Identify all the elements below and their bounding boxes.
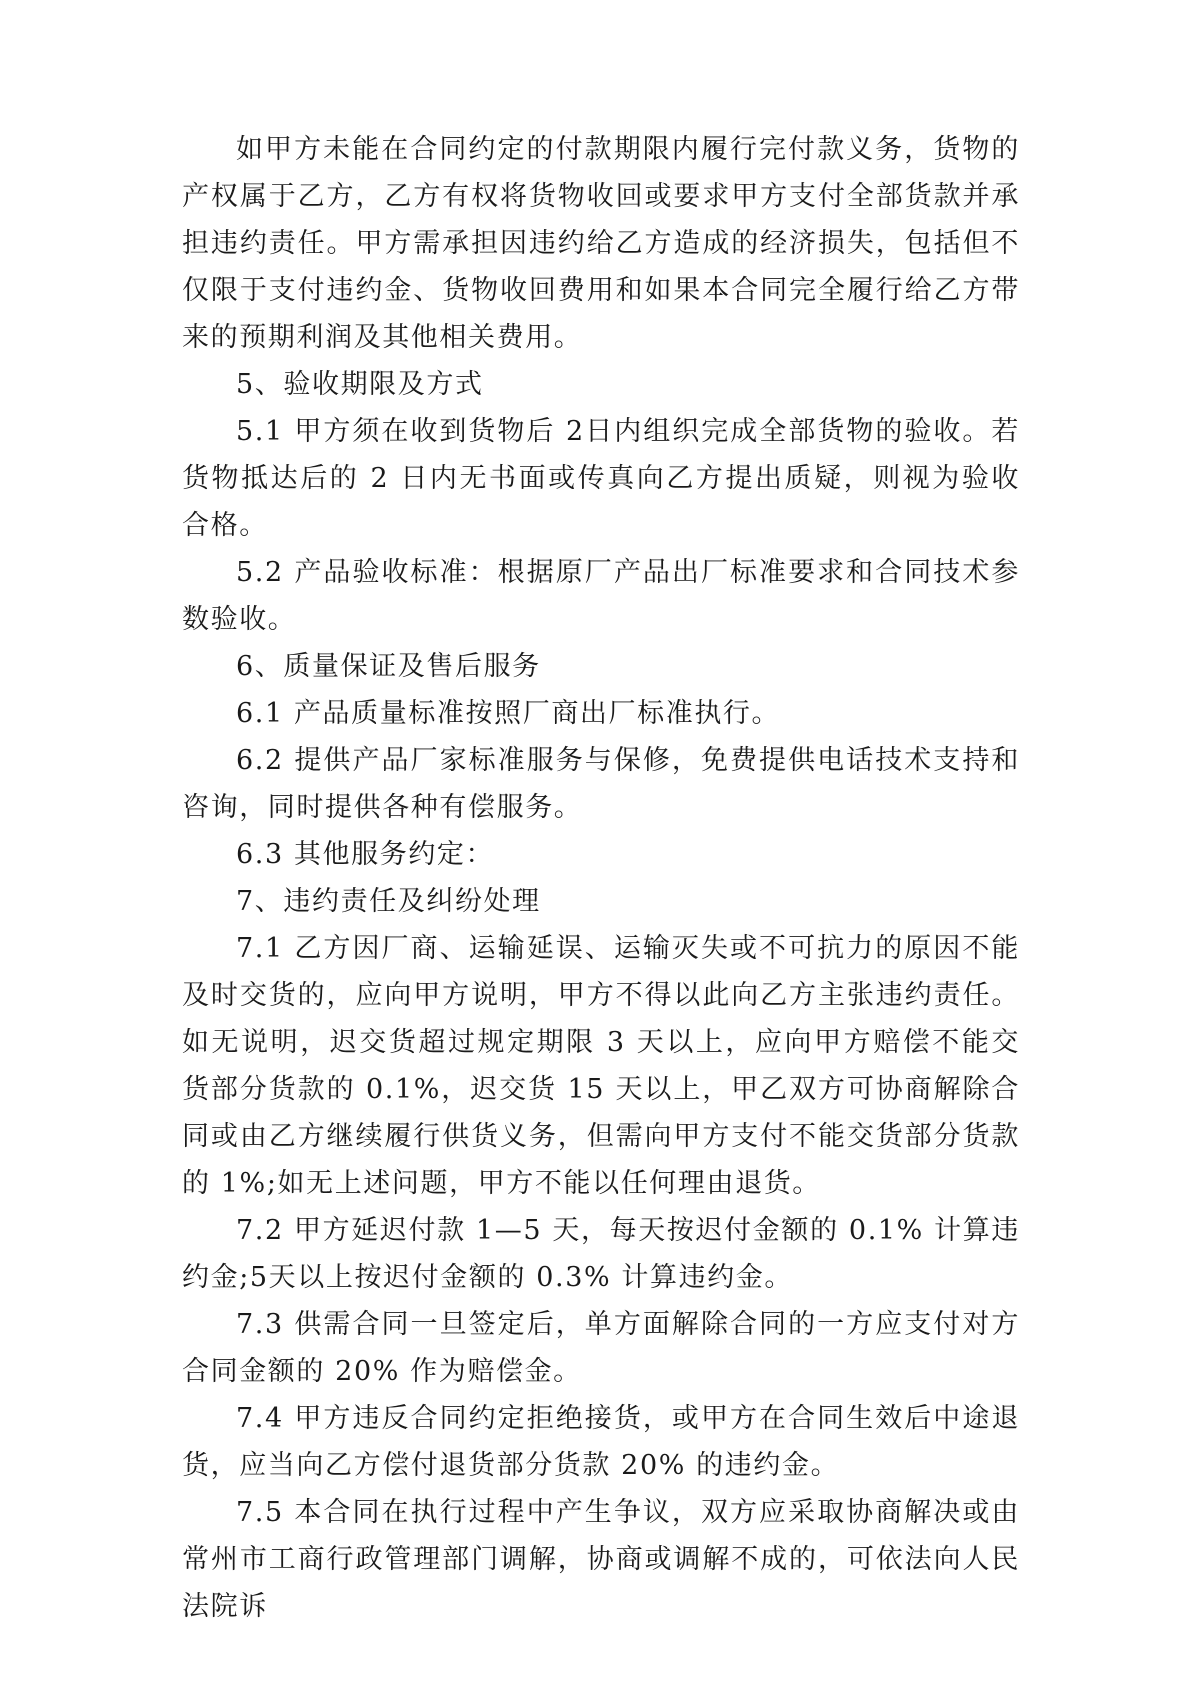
clause-7-5: 7.5 本合同在执行过程中产生争议，双方应采取协商解决或由常州市工商行政管理部门调解，协商或调解不成的，可依法向人民法院诉 xyxy=(182,1497,1020,1622)
section-heading-liability: 7、违约责任及纠纷处理 xyxy=(236,886,541,917)
contract-body xyxy=(182,126,1020,1630)
clause-7-4: 7.4 甲方违反合同约定拒绝接货，或甲方在合同生效后中途退货，应当向乙方偿付退货部分货款 20% 的违约金。 xyxy=(182,1403,1020,1481)
clause-7-3: 7.3 供需合同一旦签定后，单方面解除合同的一方应支付对方合同金额的 20% 作为赔偿金。 xyxy=(182,1309,1020,1387)
section-heading-quality: 6、质量保证及售后服务 xyxy=(236,651,541,682)
clause-5-2: 5.2 产品验收标准：根据原厂产品出厂标准要求和合同技术参数验收。 xyxy=(182,557,1020,635)
clause-6-2: 6.2 提供产品厂家标准服务与保修，免费提供电话技术支持和咨询，同时提供各种有偿服务。 xyxy=(182,745,1020,823)
clause-5-1: 5.1 甲方须在收到货物后 2日内组织完成全部货物的验收。若货物抵达后的 2 日内无书面或传真向乙方提出质疑，则视为验收合格。 xyxy=(182,416,1020,541)
clause-6-1: 6.1 产品质量标准按照厂商出厂标准执行。 xyxy=(236,698,781,729)
section-heading-acceptance: 5、验收期限及方式 xyxy=(236,369,484,400)
clause-6-3: 6.3 其他服务约定： xyxy=(236,839,495,870)
clause-7-2: 7.2 甲方延迟付款 1—5 天，每天按迟付金额的 0.1% 计算违约金;5天以上按迟付金额的 0.3% 计算违约金。 xyxy=(182,1215,1020,1293)
clause-7-1: 7.1 乙方因厂商、运输延误、运输灭失或不可抗力的原因不能及时交货的，应向甲方说明，甲方不得以此向乙方主张违约责任。如无说明，迟交货超过规定期限 3 天以上，应向甲方赔偿不能交货部分货款的 0.1%，迟交货 15 天以上，甲乙双方可协商解除合同或由乙方继续履行供货义务，但需向甲方支付不能交货部分货款的 1%;如无上述问题，甲方不能以任何理由退货。 xyxy=(182,933,1020,1199)
paragraph-payment-default: 如甲方未能在合同约定的付款期限内履行完付款义务，货物的产权属于乙方，乙方有权将货物收回或要求甲方支付全部货款并承担违约责任。甲方需承担因违约给乙方造成的经济损失，包括但不仅限于支付违约金、货物收回费用和如果本合同完全履行给乙方带来的预期利润及其他相关费用。 xyxy=(182,134,1020,353)
